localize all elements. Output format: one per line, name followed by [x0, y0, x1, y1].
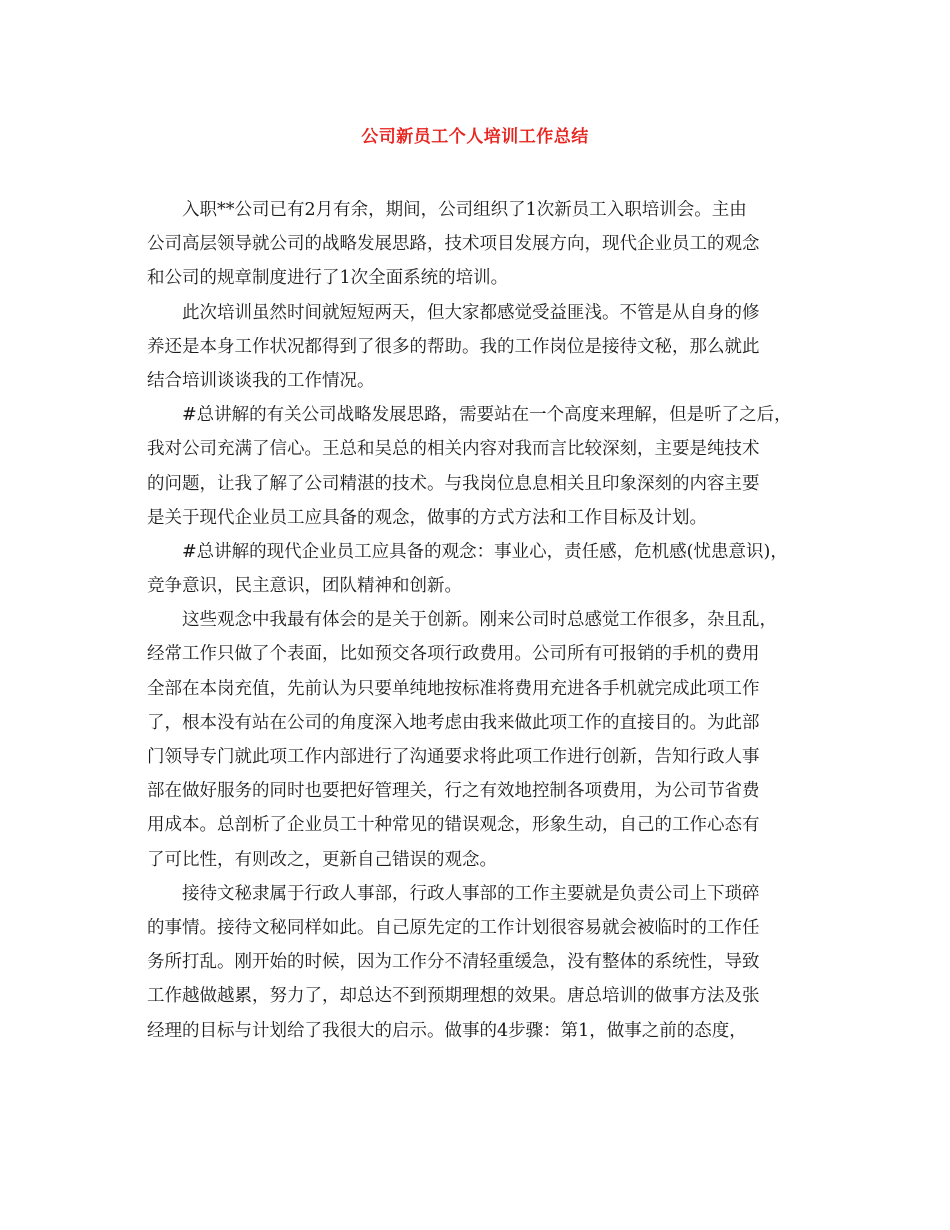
document-title: 公司新员工个人培训工作总结	[361, 127, 589, 147]
document-body	[147, 193, 827, 1048]
text-line: 全部在本岗充值，先前认为只要单纯地按标准将费用充进各手机就完成此项工作	[147, 678, 760, 699]
paragraph-first-line: 入职**公司已有2月有余，期间，公司组织了1次新员工入职培训会。主由	[182, 200, 747, 220]
paragraph-first-line: 这些观念中我最有体会的是关于创新。刚来公司时总感觉工作很多，杂且乱，	[182, 610, 777, 631]
text-line: 工作越做越累，努力了，却总达不到预期理想的效果。唐总培训的做事方法及张	[147, 986, 760, 1007]
text-line: 竞争意识，民主意识，团队精神和创新。	[147, 576, 462, 597]
text-line: 是关于现代企业员工应具备的观念，做事的方式方法和工作目标及计划。	[147, 507, 707, 528]
text-line: 的问题，让我了解了公司精湛的技术。与我岗位息息相关且印象深刻的内容主要	[147, 473, 760, 494]
text-line: 务所打乱。刚开始的时候，因为工作分不清轻重缓急，没有整体的系统性，导致	[147, 952, 760, 973]
text-line: 和公司的规章制度进行了1次全面系统的培训。	[147, 268, 509, 289]
paragraph-first-line: 此次培训虽然时间就短短两天，但大家都感觉受益匪浅。不管是从自身的修	[182, 302, 760, 323]
text-line: 用成本。总剖析了企业员工十种常见的错误观念，形象生动，自己的工作心态有	[147, 815, 760, 836]
text-line: 的事情。接待文秘同样如此。自己原先定的工作计划很容易就会被临时的工作任	[147, 917, 760, 938]
text-line: 我对公司充满了信心。王总和吴总的相关内容对我而言比较深刻，主要是纯技术	[147, 439, 760, 460]
paragraph-first-line: #总讲解的有关公司战略发展思路，需要站在一个高度来理解，但是听了之后，	[182, 405, 792, 426]
text-line: 结合培训谈谈我的工作情况。	[147, 370, 375, 391]
text-line: 公司高层领导就公司的战略发展思路，技术项目发展方向，现代企业员工的观念	[147, 234, 760, 255]
text-line: 经常工作只做了个表面，比如预交各项行政费用。公司所有可报销的手机的费用	[147, 644, 760, 665]
paragraph-first-line: 接待文秘隶属于行政人事部，行政人事部的工作主要就是负责公司上下琐碎	[182, 883, 760, 904]
paragraph-first-line: #总讲解的现代企业员工应具备的观念：事业心，责任感，危机感(忧患意识)，	[182, 541, 788, 562]
text-line: 经理的目标与计划给了我很大的启示。做事的4步骤：第1，做事之前的态度，	[147, 1020, 747, 1041]
text-line: 部在做好服务的同时也要把好管理关，行之有效地控制各项费用，为公司节省费	[147, 781, 760, 802]
text-line: 门领导专门就此项工作内部进行了沟通要求将此项工作进行创新，告知行政人事	[147, 747, 760, 767]
text-line: 养还是本身工作状况都得到了很多的帮助。我的工作岗位是接待文秘，那么就此	[147, 336, 760, 357]
text-line: 了，根本没有站在公司的角度深入地考虑由我来做此项工作的直接目的。为此部	[147, 712, 760, 733]
text-line: 了可比性，有则改之，更新自己错误的观念。	[147, 849, 497, 870]
